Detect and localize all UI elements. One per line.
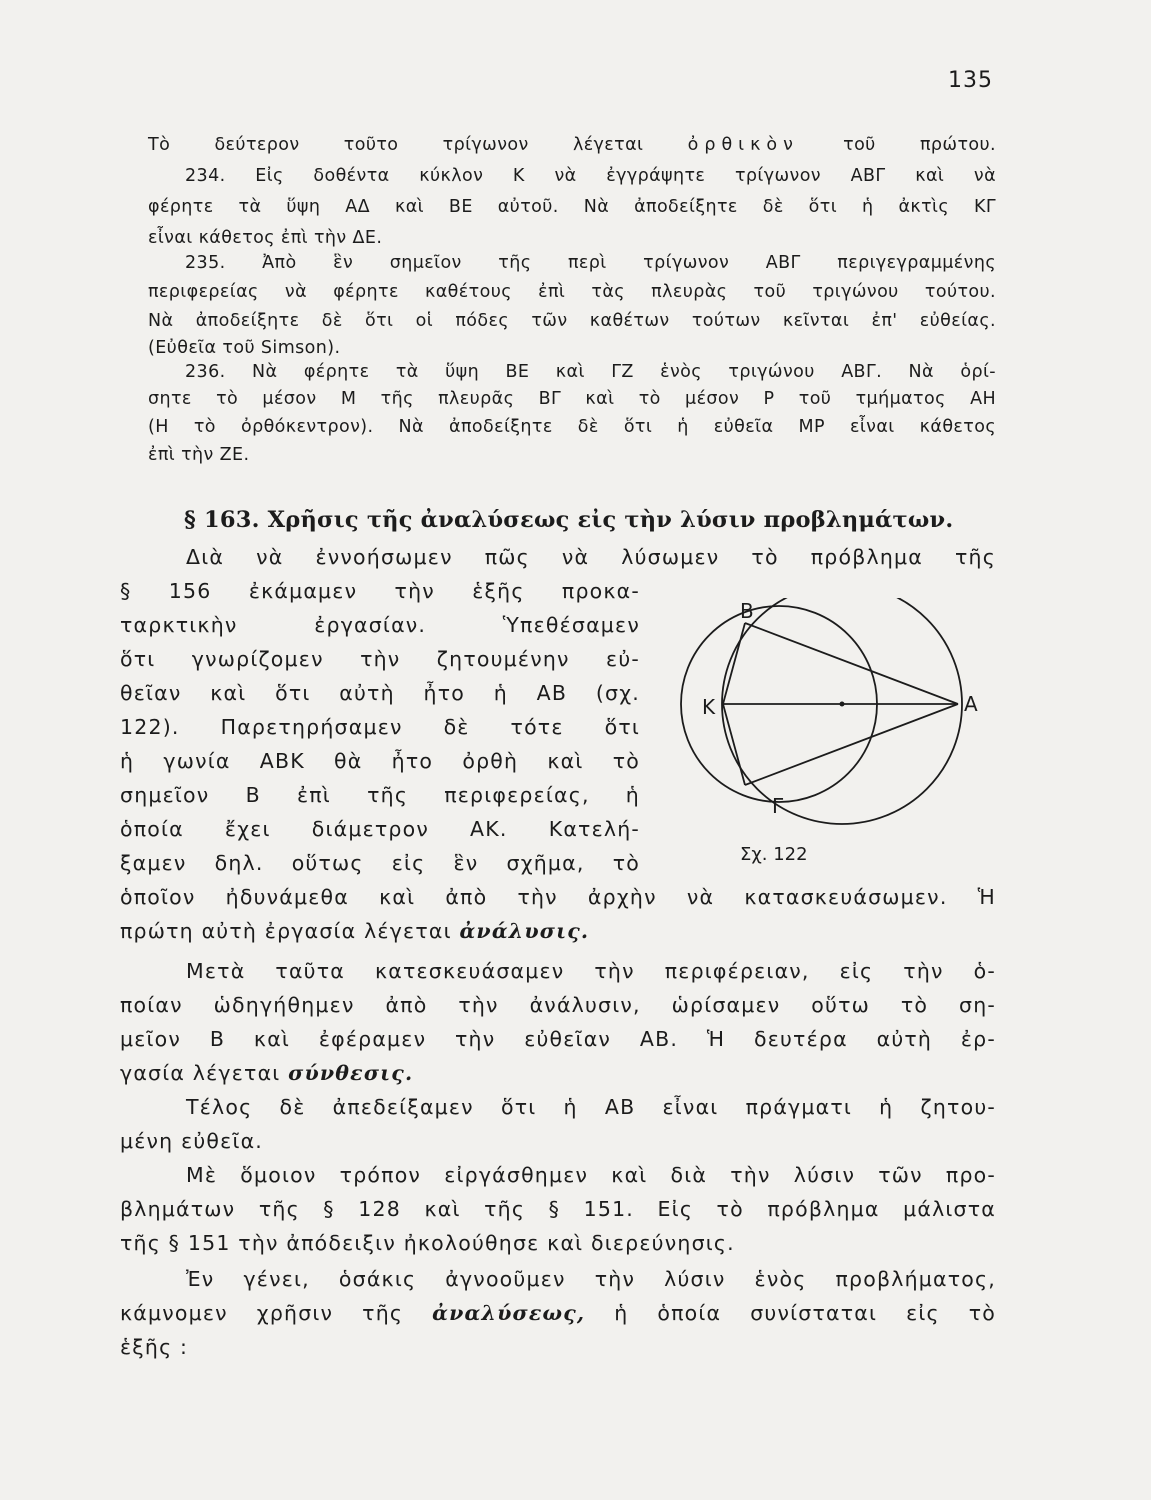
p3-line-1: Τέλος δὲ ἀπεδείξαμεν ὅτι ἡ ΑΒ εἶναι πράγματι ἡ ζητου-: [186, 1095, 996, 1119]
section-heading: § 163. Χρῆσις τῆς ἀναλύσεως εἰς τὴν λύσιν προβλημάτων.: [184, 507, 954, 533]
label-a: Α: [964, 692, 978, 716]
p2-line-4: [120, 1056, 996, 1090]
exercise-236-line-1: 236. Νὰ φέρητε τὰ ὕψη ΒΕ καὶ ΓΖ ἑνὸς τριγώνου ΑΒΓ. Νὰ ὁρί-: [185, 362, 996, 382]
p5-before: κάμνομεν χρῆσιν τῆς: [120, 1301, 433, 1325]
figure-caption: Σχ. 122: [740, 844, 808, 865]
exercise-235-line-3: Νὰ ἀποδείξητε δὲ ὅτι οἱ πόδες τῶν καθέτων τούτων κεῖνται ἐπ' εὐθείας.: [148, 311, 996, 331]
p1-line-4: ὅτι γνωρίζομεν τὴν ζητουμένην εὐ-: [120, 647, 640, 671]
exercise-236-line-2: σητε τὸ μέσον Μ τῆς πλευρᾶς ΒΓ καὶ τὸ μέσον Ρ τοῦ τμήματος ΑΗ: [148, 389, 996, 409]
intro-before: Τὸ δεύτερον τοῦτο τρίγωνον λέγεται: [148, 135, 688, 155]
line-ba: [745, 623, 958, 704]
p2-end-text: γασία λέγεται: [120, 1061, 289, 1085]
p2-line-2: ποίαν ὡδηγήθημεν ἀπὸ τὴν ἀνάλυσιν, ὡρίσαμεν οὕτω τὸ ση-: [120, 993, 996, 1017]
p1-line-12: [120, 914, 996, 948]
p5-line-2: [120, 1296, 996, 1330]
p4-line-3: τῆς § 151 τὴν ἀπόδειξιν ἠκολούθησε καὶ διερεύνησις.: [120, 1231, 735, 1255]
intro-spaced-term: ὀρθικὸν: [687, 135, 799, 155]
p2-line-1: Μετὰ ταῦτα κατεσκευάσαμεν τὴν περιφέρειαν, εἰς τὴν ὁ-: [186, 959, 996, 983]
exercise-236-line-3: (Η τὸ ὀρθόκεντρον). Νὰ ἀποδείξητε δὲ ὅτι ἡ εὐθεῖα ΜΡ εἶναι κάθετος: [148, 417, 996, 437]
exercise-235-line-4: (Εὐθεῖα τοῦ Simson).: [148, 338, 341, 358]
exercise-234-line-1: 234. Εἰς δοθέντα κύκλον Κ νὰ ἐγγράψητε τρίγωνον ΑΒΓ καὶ νὰ: [185, 166, 996, 186]
p5-line-3: ἑξῆς :: [120, 1335, 189, 1359]
circle-center-a: [722, 598, 962, 824]
term-analyseos: ἀναλύσεως,: [432, 1301, 586, 1325]
p1-line-9: ὁποία ἔχει διάμετρον ΑΚ. Κατελή-: [120, 817, 640, 841]
center-dot: [840, 702, 845, 707]
p1-line-5: θεῖαν καὶ ὅτι αὐτὴ ἦτο ἡ ΑΒ (σχ.: [120, 681, 640, 705]
label-g: Γ: [772, 794, 784, 818]
page-number: 135: [948, 68, 993, 93]
term-synthesis: σύνθεσις.: [288, 1061, 414, 1085]
figure-122: [630, 598, 990, 878]
exercise-234-line-2: φέρητε τὰ ὕψη ΑΔ καὶ ΒΕ αὐτοῦ. Νὰ ἀποδείξητε δὲ ὅτι ἡ ἀκτὶς ΚΓ: [148, 197, 996, 217]
intro-after: τοῦ πρώτου.: [798, 135, 996, 155]
label-b: Β: [740, 599, 754, 623]
p1-line-2: § 156 ἐκάμαμεν τὴν ἑξῆς προκα-: [120, 579, 640, 603]
exercise-236-line-4: ἐπὶ τὴν ΖΕ.: [148, 445, 250, 465]
line-kb: [723, 623, 745, 704]
line-ga: [745, 704, 958, 785]
p1-line-7: ἡ γωνία ΑΒΚ θὰ ἦτο ὀρθὴ καὶ τὸ: [120, 749, 640, 773]
p1-line-3: ταρκτικὴν ἐργασίαν. Ὑπεθέσαμεν: [120, 613, 640, 637]
p3-line-2: μένη εὐθεῖα.: [120, 1129, 264, 1153]
p1-line-1: Διὰ νὰ ἐννοήσωμεν πῶς νὰ λύσωμεν τὸ πρόβλημα τῆς: [186, 545, 996, 569]
exercise-234-line-3: εἶναι κάθετος ἐπὶ τὴν ΔΕ.: [148, 228, 383, 248]
p1-line-8: σημεῖον Β ἐπὶ τῆς περιφερείας, ἡ: [120, 783, 640, 807]
exercise-235-line-1: 235. Ἀπὸ ἓν σημεῖον τῆς περὶ τρίγωνον ΑΒΓ περιγεγραμμένης: [185, 253, 996, 273]
p1-line-6: 122). Παρετηρήσαμεν δὲ τότε ὅτι: [120, 715, 640, 739]
term-analysis: ἀνάλυσις.: [459, 919, 590, 943]
p5-after: ἡ ὁποία συνίσταται εἰς τὸ: [585, 1301, 996, 1325]
p2-line-3: μεῖον Β καὶ ἐφέραμεν τὴν εὐθεῖαν ΑΒ. Ἡ δευτέρα αὐτὴ ἐρ-: [120, 1027, 996, 1051]
exercise-235-line-2: περιφερείας νὰ φέρητε καθέτους ἐπὶ τὰς πλευρὰς τοῦ τριγώνου τούτου.: [148, 282, 996, 302]
p4-line-2: βλημάτων τῆς § 128 καὶ τῆς § 151. Εἰς τὸ πρόβλημα μάλιστα: [120, 1197, 996, 1221]
p5-line-1: Ἐν γένει, ὁσάκις ἀγνοοῦμεν τὴν λύσιν ἑνὸς προβλήματος,: [186, 1267, 996, 1291]
label-k: Κ: [702, 695, 716, 719]
p4-line-1: Μὲ ὅμοιον τρόπον εἰργάσθημεν καὶ διὰ τὴν λύσιν τῶν προ-: [186, 1163, 996, 1187]
exercise-intro-line: [148, 130, 996, 162]
p1-line-11: ὁποῖον ἠδυνάμεθα καὶ ἀπὸ τὴν ἀρχὴν νὰ κατασκευάσωμεν. Ἡ: [120, 885, 996, 909]
p1-line-10: ξαμεν δηλ. οὕτως εἰς ἓν σχῆμα, τὸ: [120, 851, 640, 875]
p1-end-text: πρώτη αὐτὴ ἐργασία λέγεται: [120, 919, 460, 943]
line-kg: [723, 704, 745, 785]
